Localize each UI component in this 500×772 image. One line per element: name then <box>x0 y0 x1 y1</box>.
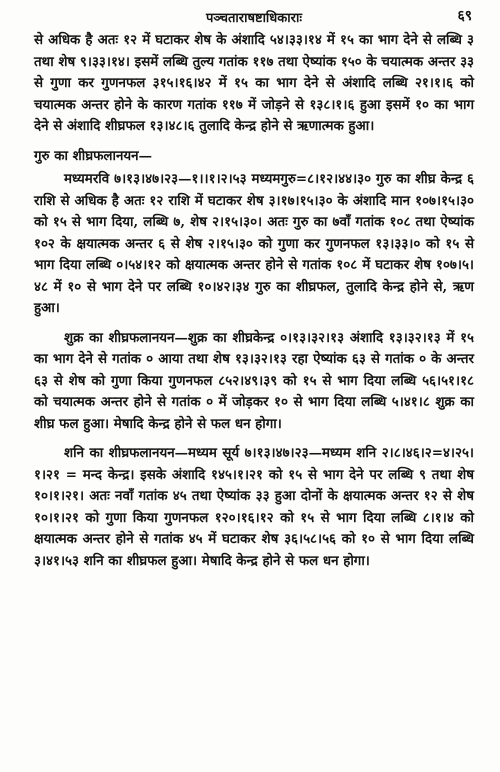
running-title: पञ्चताराषष्टाधिकाराः <box>206 11 302 26</box>
paragraph-guru: मध्यमरवि ७।१३।४७।२३—१।।१।२।५३ मध्यमगुरु=८।१२।४४।३० गुरु का शीघ्र केन्द्र ६ राशि से अधिक है अतः १२ राशि में घटाकर शेष ३।१७।१५।३० के अंशादि मान १०७।१५।३० को १५ से भाग दिया, लब्धि ७, शेष २।१५।३०। अतः गुरु का ७वाँ गतांक १०८ तथा ऐष्यांक १०२ के क्षयात्मक अन्तर ६ से शेष २।१५।३० को गुणा कर गुणनफल १३।३३।० को १५ से भाग दिया लब्धि ०।५४।१२ को क्षयात्मक अन्तर होने से गतांक १०८ में घटाकर शेष १०७।५।४८ में १० से भाग देने पर लब्धि १०।४२।३४ गुरु का शीघ्रफल, तुलादि केन्द्र होने से, ऋण हुआ। <box>34 171 474 316</box>
paragraph-intro: से अधिक है अतः १२ में घटाकर शेष के अंशादि ५४।३३।१४ में १५ का भाग देने से लब्धि ३ तथा शेष ९।३३।१४। इसमें लब्धि तुल्य गतांक ११७ तथा ऐष्यांक १५० के चयात्मक अन्तर ३३ से गुणा कर गुणनफल ३१५।१६।४२ में १५ का भाग देने से अंशादि लब्धि २१।१।६ को चयात्मक अन्तर होने के कारण गतांक ११७ में जोड़ने से १३८।१।६ हुआ इसमें १० का भाग देने से अंशादि शीघ्रफल १३।४८।६ तुलादि केन्द्र होने से ऋणात्मक हुआ। <box>34 32 474 134</box>
paragraph-shani: शनि का शीघ्रफलानयन—मध्यम सूर्य ७।१३।४७।२३—मध्यम शनि २।८।४६।२=४।२५।१।२१ = मन्द केन्द्र। इसके अंशादि १४५।१।२१ को १५ से भाग देने पर लब्धि ९ तथा शेष १०।१।२१। अतः नवाँ गतांक ४५ तथा ऐष्यांक ३३ हुआ दोनों के क्षयात्मक अन्तर १२ से शेष १०।१।२१ को गुणा किया गुणनफल १२०।१६।१२ को १५ से भाग दिया लब्धि ८।१।४ को क्षयात्मक अन्तर होने से गतांक ४५ में घटाकर शेष ३६।५८।५६ को १० से भाग दिया लब्धि ३।४१।५३ शनि का शीघ्रफल हुआ। मेषादि केन्द्र होने से फल धन होगा। <box>34 445 474 569</box>
section-heading-guru: गुरु का शीघ्रफलानयन— <box>34 147 153 164</box>
page-header <box>34 0 474 30</box>
page-number: ६९ <box>457 8 472 24</box>
paragraph-shukra: शुक्र का शीघ्रफलानयन—शुक्र का शीघ्रकेन्द्र ०।१३।३२।१३ अंशादि १३।३२।१३ में १५ का भाग देने से गतांक ० आया तथा शेष १३।३२।१३ रहा ऐष्यांक ६३ से गतांक ० के अन्तर ६३ से शेष को गुणा किया गुणनफल ८५२।४९।३९ को १५ से भाग दिया लब्धि ५६।५१।१८ को चयात्मक अन्तर होने से गतांक ० में जोड़कर १० से भाग दिया लब्धि ५।४१।८ शुक्र का शीघ्र फल हुआ। मेषादि केन्द्र होने से फल धन होगा। <box>34 329 474 432</box>
